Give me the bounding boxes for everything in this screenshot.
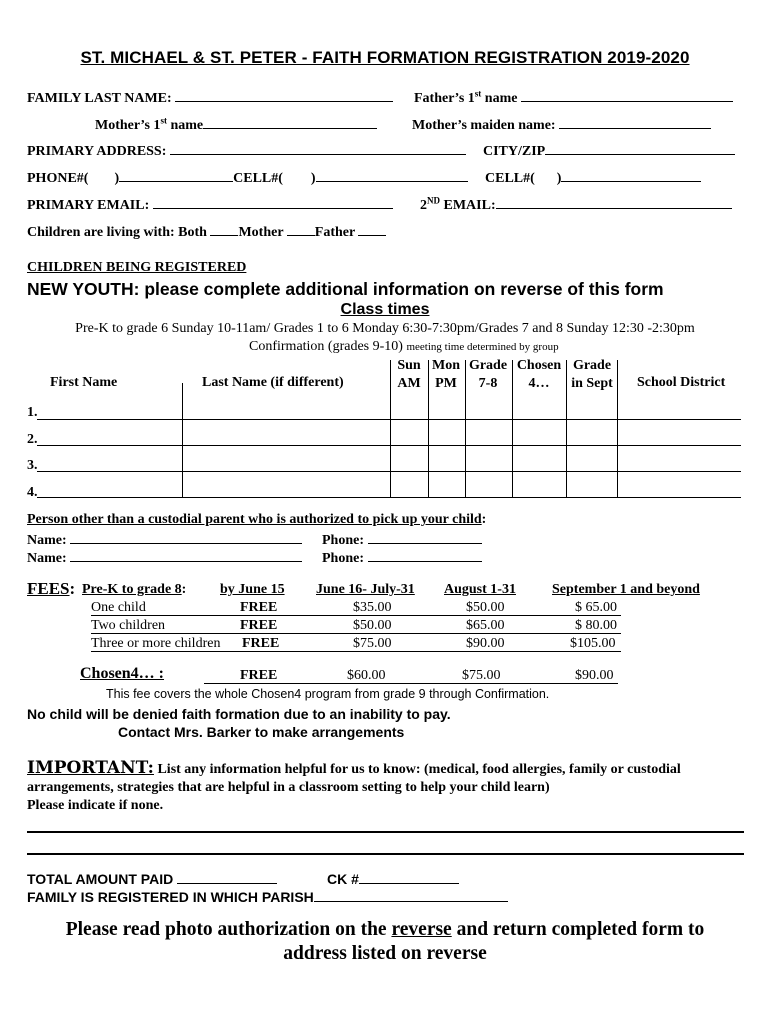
email2-field[interactable]	[496, 195, 732, 209]
city-field[interactable]	[545, 141, 735, 155]
fee-value: $50.00	[466, 600, 505, 615]
denial-notice: No child will be denied faith formation due to an inability to pay.	[27, 706, 451, 722]
cell1-field[interactable]	[316, 168, 468, 182]
col-grade-sept: Grade in Sept	[571, 358, 613, 391]
pickup-name-label: Name:	[27, 533, 67, 548]
fee-row-rule	[91, 651, 621, 652]
pickup-name-label: Name:	[27, 551, 67, 566]
address-label: PRIMARY ADDRESS:	[27, 144, 167, 159]
family-last-name-label: FAMILY LAST NAME:	[27, 91, 176, 106]
table-divider	[465, 360, 466, 498]
pickup-phone-1-row	[322, 530, 482, 549]
fee-period: June 16- July-31	[316, 582, 415, 597]
living-with-label: Children are living with: Both	[27, 225, 211, 240]
pickup-phone-2-field[interactable]	[368, 548, 482, 562]
important-line-1: IMPORTANT: List any information helpful for us to know: (medical, food allergies, family or custodial	[27, 758, 681, 778]
living-mother-label: Mother	[238, 225, 287, 240]
chosen4-label: Chosen4… :	[80, 665, 165, 682]
important-line-3: Please indicate if none.	[27, 798, 164, 813]
fee-row-rule	[91, 633, 621, 634]
cell1-close: )	[310, 171, 316, 186]
table-row[interactable]	[37, 445, 741, 446]
col-mon-pm: Mon PM	[432, 358, 460, 391]
fees-label: FEES:	[27, 579, 76, 598]
footer-line-1: Please read photo authorization on the reverse and return completed form to	[65, 919, 705, 940]
chosen4-value: $90.00	[575, 668, 614, 683]
living-mother-field[interactable]	[287, 222, 315, 236]
fee-value: FREE	[242, 636, 280, 651]
living-both-field[interactable]	[210, 222, 238, 236]
maiden-name-field[interactable]	[559, 115, 711, 129]
maiden-name-label: Mother’s maiden name:	[412, 118, 556, 133]
table-row[interactable]	[37, 497, 741, 498]
pickup-heading: Person other than a custodial parent who is authorized to pick up your child:	[27, 512, 487, 527]
maiden-name-row	[412, 115, 711, 134]
phone-field[interactable]	[119, 168, 233, 182]
cell2-row	[485, 168, 701, 187]
father-name-label: Father’s 1st name	[414, 88, 521, 106]
fee-row-label: Two children	[91, 618, 166, 633]
table-divider	[566, 360, 567, 498]
reverse-link: reverse	[391, 919, 452, 940]
col-first-name: First Name	[50, 375, 118, 390]
total-paid-field[interactable]	[177, 870, 277, 884]
email-field[interactable]	[153, 195, 393, 209]
living-with-row	[27, 222, 386, 241]
fee-value: $35.00	[353, 600, 392, 615]
pickup-phone-1-field[interactable]	[368, 530, 482, 544]
fee-value: $75.00	[353, 636, 392, 651]
col-last-name: Last Name (if different)	[202, 375, 344, 390]
parish-field[interactable]	[314, 888, 508, 902]
address-field[interactable]	[170, 141, 466, 155]
col-chosen4: Chosen 4…	[516, 358, 562, 391]
fee-period: August 1-31	[444, 582, 516, 597]
important-answer-line[interactable]	[27, 853, 744, 855]
pickup-phone-label: Phone:	[322, 533, 364, 548]
confirmation-main: Confirmation (grades 9-10)	[249, 339, 407, 354]
important-answer-line[interactable]	[27, 831, 744, 833]
cell1-label: CELL#(	[233, 171, 283, 186]
col-grade-78: Grade 7-8	[468, 358, 508, 391]
phone-close: )	[114, 171, 120, 186]
email2-label: 2ND EMAIL:	[420, 195, 496, 213]
chosen4-value: $60.00	[347, 668, 386, 683]
confirmation-note: meeting time determined by group	[406, 341, 559, 353]
table-divider	[617, 360, 618, 498]
total-paid-label: TOTAL AMOUNT PAID	[27, 871, 178, 887]
chosen4-note: This fee covers the whole Chosen4 program from grade 9 through Confirmation.	[106, 687, 550, 701]
cell2-close: )	[556, 171, 562, 186]
father-name-field[interactable]	[521, 88, 733, 102]
class-schedule: Pre-K to grade 6 Sunday 10-11am/ Grades 1 to 6 Monday 6:30-7:30pm/Grades 7 and 8 Sunday 12:30 -2:30pm	[75, 321, 695, 336]
table-row-number: 2.	[27, 432, 38, 447]
chosen4-value: FREE	[240, 668, 278, 683]
address-row	[27, 141, 466, 160]
email2-row	[420, 195, 732, 214]
confirmation-line	[249, 339, 559, 355]
fee-value: $90.00	[466, 636, 505, 651]
living-father-label: Father	[314, 225, 359, 240]
father-name-row	[414, 88, 733, 107]
important-line-2: arrangements, strategies that are helpful in a classroom setting to help your child learn)	[27, 780, 550, 795]
important-heading: IMPORTANT:	[27, 758, 154, 778]
fee-value: $50.00	[353, 618, 392, 633]
cell2-field[interactable]	[561, 168, 701, 182]
total-paid-row	[27, 870, 277, 887]
phone-row	[27, 168, 468, 187]
children-heading: CHILDREN BEING REGISTERED	[27, 260, 247, 275]
check-number-field[interactable]	[359, 870, 459, 884]
check-number-row	[327, 870, 459, 887]
table-row[interactable]	[37, 419, 741, 420]
cell2-label: CELL#(	[485, 171, 535, 186]
pickup-phone-2-row	[322, 548, 482, 567]
chosen4-rule	[204, 683, 618, 684]
contact-notice: Contact Mrs. Barker to make arrangements	[118, 724, 405, 740]
parish-row	[27, 888, 508, 905]
parish-label: FAMILY IS REGISTERED IN WHICH PARISH	[27, 889, 314, 905]
living-father-field[interactable]	[358, 222, 386, 236]
class-times-title: Class times	[340, 301, 430, 318]
fee-row-label: One child	[91, 600, 146, 615]
fee-value: FREE	[240, 618, 278, 633]
chosen4-value: $75.00	[462, 668, 501, 683]
fee-period: by June 15	[220, 582, 285, 597]
table-divider	[428, 360, 429, 498]
fee-period: September 1 and beyond	[552, 582, 700, 597]
pickup-name-2-field[interactable]	[70, 548, 302, 562]
pickup-phone-label: Phone:	[322, 551, 364, 566]
mother-name-row	[95, 115, 377, 134]
fee-value: FREE	[240, 600, 278, 615]
fee-row-label: Three or more children	[91, 636, 221, 651]
table-row-number: 1.	[27, 405, 38, 420]
mother-name-label: Mother’s 1st name	[95, 115, 204, 133]
email-row	[27, 195, 393, 214]
pickup-name-1-row	[27, 530, 302, 549]
pickup-name-1-field[interactable]	[70, 530, 302, 544]
table-row-number: 3.	[27, 458, 38, 473]
fee-row-rule	[91, 615, 621, 616]
city-label: CITY/ZIP	[483, 144, 546, 159]
col-school-district: School District	[637, 375, 726, 390]
phone-label: PHONE#(	[27, 171, 89, 186]
table-row-number: 4.	[27, 485, 38, 500]
page-title: ST. MICHAEL & ST. PETER - FAITH FORMATION REGISTRATION 2019-2020	[80, 48, 690, 67]
pickup-name-2-row	[27, 548, 302, 567]
table-divider	[182, 383, 183, 498]
footer-line-2: address listed on reverse	[283, 943, 487, 964]
new-youth-notice: NEW YOUTH: please complete additional information on reverse of this form	[27, 279, 664, 299]
fee-value: $ 65.00	[575, 600, 617, 615]
col-sun-am: Sun AM	[397, 358, 421, 391]
mother-name-field[interactable]	[203, 115, 377, 129]
table-divider	[390, 360, 391, 498]
fee-value: $65.00	[466, 618, 505, 633]
table-row[interactable]	[37, 471, 741, 472]
table-divider	[512, 360, 513, 498]
fee-value: $ 80.00	[575, 618, 617, 633]
email-label: PRIMARY EMAIL:	[27, 198, 150, 213]
fee-value: $105.00	[570, 636, 616, 651]
family-last-name-field[interactable]	[175, 88, 393, 102]
family-last-name-row	[27, 88, 393, 107]
city-row	[483, 141, 735, 160]
check-number-label: CK #	[327, 871, 359, 887]
fees-subheading: Pre-K to grade 8:	[82, 582, 187, 597]
